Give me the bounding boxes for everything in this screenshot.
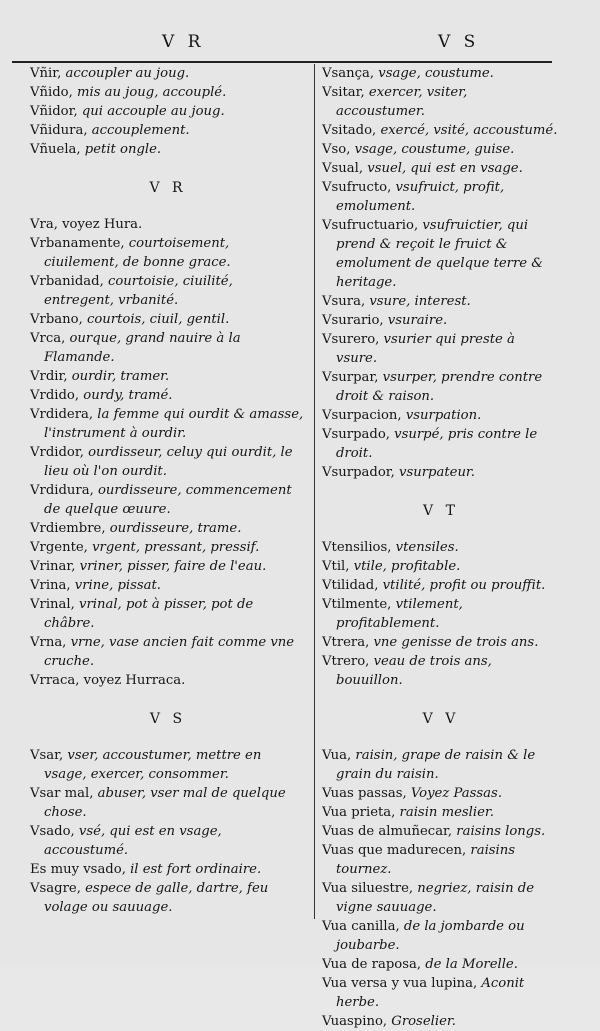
entry-headword: Vsufructo,: [322, 180, 396, 195]
entry-definition: negriez, raisin de vigne sauuage.: [336, 881, 534, 915]
dictionary-entry: [322, 292, 560, 311]
entry-headword: Vsufructuario,: [322, 218, 423, 233]
dictionary-entry: [30, 234, 306, 272]
entry-headword: Vrbano,: [30, 312, 87, 327]
dictionary-entry: [322, 64, 560, 83]
entry-headword: Vuas passas,: [322, 786, 411, 801]
entry-headword: Vsitado,: [322, 123, 381, 138]
entry-headword: Vsurpacion,: [322, 408, 406, 423]
entry-headword: Vrdidura,: [30, 483, 98, 498]
entry-definition: vsurpé, pris contre le droit.: [336, 427, 538, 461]
entry-definition: raisins tournez.: [336, 843, 516, 877]
dictionary-entry: [322, 557, 560, 576]
header-rule: [12, 61, 552, 63]
dictionary-entry: [30, 519, 306, 538]
entry-headword: Vsado,: [30, 824, 79, 839]
entry-headword: Vua canilla,: [322, 919, 404, 934]
entry-headword: Vrdido,: [30, 388, 84, 403]
entry-definition: vne genisse de trois ans.: [373, 635, 539, 650]
entry-headword: Vsurpar,: [322, 370, 383, 385]
entry-definition: courtoisement, ciuilement, de bonne grace.: [44, 236, 231, 270]
header-left: V R: [162, 32, 205, 52]
entry-definition: Aconit herbe.: [336, 976, 525, 1010]
dictionary-entry: [30, 538, 306, 557]
entry-headword: Vua versa y vua lupina,: [322, 976, 482, 991]
right-column: [322, 64, 560, 1031]
dictionary-entry: [30, 272, 306, 310]
entry-headword: Vrdidor,: [30, 445, 89, 460]
dictionary-entry: [30, 671, 306, 690]
entry-definition: vsage, coustume, guise.: [354, 142, 515, 157]
entry-definition: vrne, vase ancien fait comme vne cruche.: [44, 635, 295, 669]
dictionary-entry: [322, 178, 560, 216]
entry-definition: accouplement.: [91, 123, 190, 138]
entry-headword: Vñidor,: [30, 104, 82, 119]
dictionary-entry: [322, 784, 560, 803]
dictionary-entry: [322, 917, 560, 955]
entry-definition: vriner, pisser, faire de l'eau.: [79, 559, 267, 574]
dictionary-entry: [322, 406, 560, 425]
entry-headword: Vrdiembre,: [30, 521, 110, 536]
dictionary-entry: [30, 860, 306, 879]
entry-headword: Vtil,: [322, 559, 354, 574]
entry-definition: vsuel, qui est en vsage.: [367, 161, 523, 176]
dictionary-entry: [322, 879, 560, 917]
dictionary-entry: [322, 633, 560, 652]
entry-headword: Vtrera,: [322, 635, 374, 650]
dictionary-entry: [322, 121, 560, 140]
entry-definition: ourque, grand nauire à la Flamande.: [44, 331, 241, 365]
dictionary-entry: [30, 633, 306, 671]
entry-headword: Vua de raposa,: [322, 957, 426, 972]
entry-headword: Vsurero,: [322, 332, 384, 347]
entry-definition: raisins longs.: [456, 824, 546, 839]
entry-definition: vtile, profitable.: [353, 559, 461, 574]
entry-headword: Vsar mal,: [30, 786, 98, 801]
dictionary-entry: [30, 121, 306, 140]
dictionary-entry: [322, 841, 560, 879]
entry-headword: Vrinal,: [30, 597, 80, 612]
dictionary-entry: [322, 576, 560, 595]
entry-definition: vsure, interest.: [369, 294, 471, 309]
entry-definition: vsurier qui preste à vsure.: [336, 332, 515, 366]
entry-headword: Vua,: [322, 748, 356, 763]
dictionary-entry: [322, 83, 560, 121]
entry-headword: Vsual,: [322, 161, 368, 176]
entry-headword: Vsura,: [322, 294, 370, 309]
entry-definition: ourdisseur, celuy qui ourdit, le lieu où l'on ourdit.: [44, 445, 293, 479]
dictionary-entry: [30, 310, 306, 329]
dictionary-entry: [322, 595, 560, 633]
entry-definition: vtilement, profitablement.: [336, 597, 463, 631]
entry-definition: vsurpation.: [405, 408, 482, 423]
entry-definition: vser, accoustumer, mettre en vsage, exercer, consommer.: [44, 748, 262, 782]
dictionary-entry: [30, 215, 306, 234]
entry-headword: Vsurario,: [322, 313, 388, 328]
dictionary-entry: [322, 463, 560, 482]
entry-headword: Vsurpador,: [322, 465, 400, 480]
entry-headword: Vrraca, voyez Hurraca.: [30, 673, 186, 688]
entry-definition: vsufruictier, qui prend & reçoit le fruict & emolument de quelque terre & heritage.: [336, 218, 544, 290]
entry-headword: Vrina,: [30, 578, 75, 593]
entry-headword: Vra, voyez Hura.: [30, 217, 143, 232]
dictionary-entry: [322, 311, 560, 330]
dictionary-entry: [30, 64, 306, 83]
dictionary-entry: [322, 216, 560, 292]
entry-definition: petit ongle.: [84, 142, 162, 157]
entry-definition: de la Morelle.: [425, 957, 518, 972]
left-column: [30, 64, 306, 917]
section-heading: V R: [149, 180, 187, 196]
entry-definition: la femme qui ourdit & amasse, l'instrument à ourdir.: [44, 407, 304, 441]
entry-headword: Vtrero,: [322, 654, 374, 669]
entry-definition: espece de galle, dartre, feu volage ou sauuage.: [44, 881, 269, 915]
entry-definition: qui accouple au joug.: [81, 104, 225, 119]
entry-definition: mis au joug, accouplé.: [77, 85, 227, 100]
entry-definition: courtois, ciuil, gentil.: [86, 312, 230, 327]
entry-headword: Vua siluestre,: [322, 881, 418, 896]
dictionary-entry: [322, 368, 560, 406]
column-divider: [314, 64, 315, 919]
dictionary-entry: [322, 746, 560, 784]
dictionary-entry: [322, 425, 560, 463]
entry-definition: exercer, vsiter, accoustumer.: [336, 85, 468, 119]
dictionary-entry: [30, 746, 306, 784]
entry-definition: ourdisseure, commencement de quelque œuure.: [44, 483, 292, 517]
entry-headword: Vrna,: [30, 635, 71, 650]
dictionary-entry: [30, 822, 306, 860]
dictionary-entry: [30, 443, 306, 481]
entry-headword: Vrinar,: [30, 559, 80, 574]
entry-headword: Vuaspino,: [322, 1014, 392, 1029]
dictionary-entry: [30, 576, 306, 595]
entry-definition: ourdy, tramé.: [83, 388, 173, 403]
dictionary-entry: [30, 784, 306, 822]
dictionary-entry: [30, 595, 306, 633]
entry-headword: Vrgente,: [30, 540, 93, 555]
entry-headword: Vsança,: [322, 66, 379, 81]
entry-headword: Vsurpado,: [322, 427, 395, 442]
dictionary-entry: [30, 405, 306, 443]
entry-headword: Vrbanidad,: [30, 274, 108, 289]
entry-definition: courtoisie, ciuilité, entregent, vrbanité.: [44, 274, 233, 308]
dictionary-entry: [322, 159, 560, 178]
dictionary-entry: [30, 83, 306, 102]
entry-headword: Vrdidera,: [30, 407, 98, 422]
entry-headword: Vua prieta,: [322, 805, 400, 820]
entry-definition: raisin, grape de raisin & le grain du raisin.: [336, 748, 536, 782]
dictionary-entry: [322, 140, 560, 159]
page-header: [0, 32, 600, 62]
entry-definition: veau de trois ans, bouuillon.: [336, 654, 492, 688]
entry-headword: Vñido,: [30, 85, 77, 100]
entry-definition: vtilité, profit ou prouffit.: [382, 578, 546, 593]
dictionary-entry: [30, 879, 306, 917]
dictionary-entry: [322, 538, 560, 557]
dictionary-entry: [30, 557, 306, 576]
entry-definition: il est fort ordinaire.: [130, 862, 262, 877]
entry-definition: vsurpateur.: [399, 465, 475, 480]
entry-headword: Vsagre,: [30, 881, 86, 896]
entry-definition: ourdir, tramer.: [71, 369, 170, 384]
entry-headword: Vtilmente,: [322, 597, 396, 612]
dictionary-entry: [322, 822, 560, 841]
entry-headword: Vrbanamente,: [30, 236, 129, 251]
header-right: V S: [438, 32, 480, 52]
entry-definition: Voyez Passas.: [410, 786, 503, 801]
section-heading: V T: [423, 503, 459, 519]
dictionary-entry: [30, 481, 306, 519]
dictionary-entry: [322, 1012, 560, 1031]
entry-headword: Vsar,: [30, 748, 68, 763]
entry-definition: vrgent, pressant, pressif.: [92, 540, 260, 555]
entry-headword: Vrdir,: [30, 369, 72, 384]
entry-definition: ourdisseure, trame.: [109, 521, 242, 536]
dictionary-entry: [322, 974, 560, 1012]
entry-definition: vrine, pissat.: [74, 578, 161, 593]
entry-headword: Vñidura,: [30, 123, 92, 138]
entry-headword: Vuas que madurecen,: [322, 843, 471, 858]
entry-definition: de la jombarde ou joubarbe.: [336, 919, 525, 953]
entry-definition: exercé, vsité, accoustumé.: [380, 123, 558, 138]
entry-headword: Vsitar,: [322, 85, 369, 100]
entry-definition: vtensiles.: [395, 540, 459, 555]
entry-definition: vsé, qui est en vsage, accoustumé.: [44, 824, 222, 858]
section-heading: V S: [149, 711, 187, 727]
dictionary-entry: [30, 367, 306, 386]
section-heading: V V: [422, 711, 460, 727]
entry-headword: Vtensilios,: [322, 540, 396, 555]
dictionary-entry: [30, 102, 306, 121]
dictionary-entry: [30, 386, 306, 405]
entry-headword: Vso,: [322, 142, 355, 157]
entry-headword: Vñir,: [30, 66, 66, 81]
entry-definition: vsuraire.: [387, 313, 448, 328]
entry-definition: Groselier.: [391, 1014, 456, 1029]
entry-headword: Es muy vsado,: [30, 862, 131, 877]
entry-definition: accoupler au joug.: [65, 66, 190, 81]
entry-headword: Vtilidad,: [322, 578, 383, 593]
dictionary-entry: [322, 330, 560, 368]
entry-definition: vsufruict, profit, emolument.: [336, 180, 505, 214]
dictionary-entry: [322, 652, 560, 690]
dictionary-entry: [30, 329, 306, 367]
entry-definition: vsurper, prendre contre droit & raison.: [336, 370, 543, 404]
dictionary-entry: [30, 140, 306, 159]
entry-headword: Vuas de almuñecar,: [322, 824, 457, 839]
entry-definition: vsage, coustume.: [378, 66, 494, 81]
entry-definition: abuser, vser mal de quelque chose.: [44, 786, 286, 820]
entry-headword: Vrca,: [30, 331, 70, 346]
entry-definition: vrinal, pot à pisser, pot de châbre.: [44, 597, 254, 631]
entry-headword: Vñuela,: [30, 142, 85, 157]
entry-definition: raisin meslier.: [399, 805, 494, 820]
dictionary-entry: [322, 803, 560, 822]
